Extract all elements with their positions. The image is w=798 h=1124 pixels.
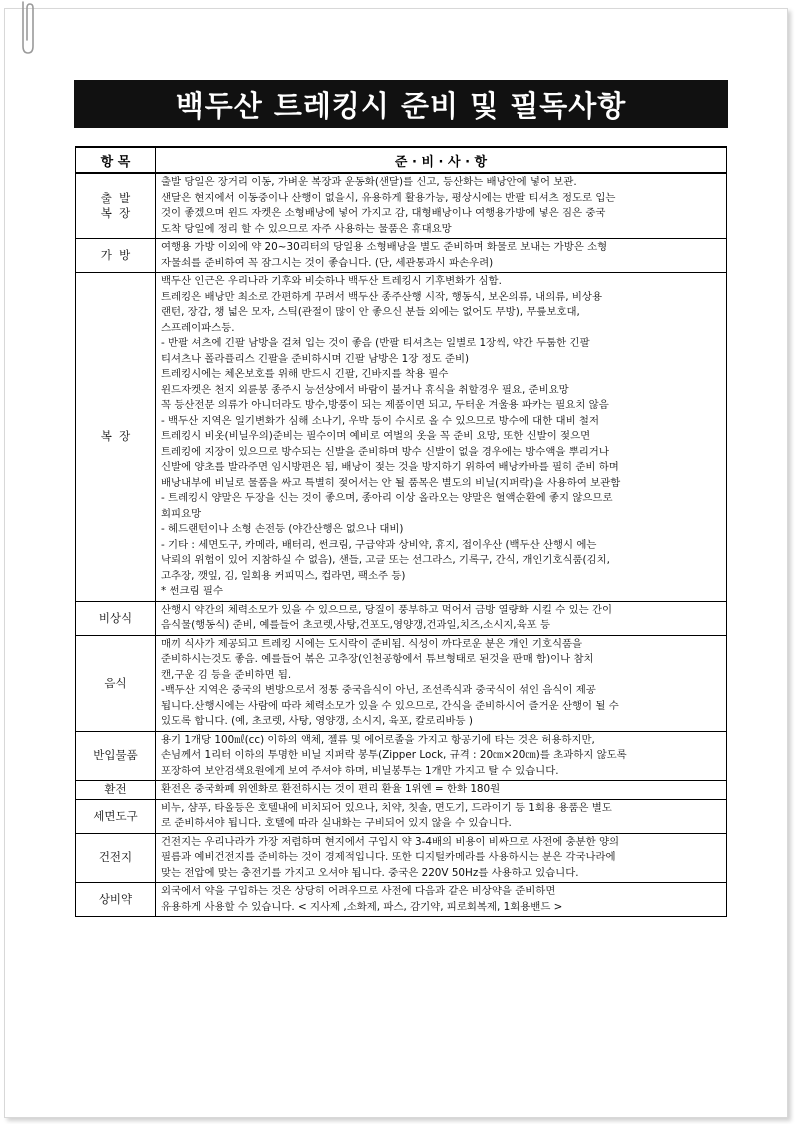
table-row <box>76 635 727 731</box>
row-label-line: 복 장 <box>100 429 131 444</box>
content-line: - 기타 : 세면도구, 카메라, 배터리, 썬크림, 구급약과 상비약, 휴지, 접이우산 (백두산 산행시 에는 <box>161 538 597 551</box>
content-line: 맞는 전압에 맞는 충전기를 가지고 오셔야 됩니다. 중국은 220V 50Hz를 사용하고 있습니다. <box>161 866 579 879</box>
row-label <box>76 239 156 273</box>
content-line: 꼭 등산전문 의류가 아니더라도 방수,방풍이 되는 제품이면 되고, 두터운 겨울용 파카는 필요치 않음 <box>161 399 609 411</box>
row-label <box>76 601 156 635</box>
content-line: 손님께서 1리터 이하의 투명한 비닐 지퍼락 봉투(Zipper Lock, 규격 : 20㎝×20㎝)를 초과하지 않도록 <box>161 749 627 761</box>
row-label-line: 건전지 <box>98 850 133 865</box>
content-line: 준비하시는것도 좋음. 예를들어 볶은 고추장(인천공항에서 튜브형태로 된것을 판매 함)이나 참치 <box>161 653 594 665</box>
table-row <box>76 273 727 602</box>
content-line: 트레킹시에는 체온보호를 위해 반드시 긴팔, 긴바지를 착용 필수 <box>161 368 449 380</box>
row-label <box>76 273 156 602</box>
row-content <box>156 799 727 833</box>
content-line: 고추장, 깻잎, 김, 일회용 커피믹스, 컵라면, 팩소주 등) <box>161 569 406 582</box>
row-label-line: 환전 <box>104 782 127 797</box>
content-line: 샌달은 현지에서 이동중이나 산행이 없을시, 유용하게 활용가능, 평상시에는 반팔 티셔츠 정도로 입는 <box>161 191 616 204</box>
row-label-line: 가 방 <box>100 248 131 262</box>
content-line: 회피요망 <box>161 507 202 520</box>
content-line: 있도록 합니다. (예, 초코렛, 사탕, 영양갱, 소시지, 육포, 칼로리바등 ) <box>161 715 473 727</box>
content-line: 건전지는 우리나라가 가장 저렴하며 현지에서 구입시 약 3-4배의 비용이 비싸므로 사전에 충분한 양의 <box>161 835 620 848</box>
row-label-line: 출 발 <box>100 191 131 205</box>
row-label <box>76 781 156 800</box>
content-line: * 썬크림 필수 <box>161 585 223 597</box>
table-row <box>76 833 727 883</box>
table-row <box>76 173 727 239</box>
content-line: 산행시 약간의 체력소모가 있을 수 있으므로, 당질이 풍부하고 먹어서 금방 열량화 시킬 수 있는 간이 <box>161 603 613 616</box>
content-line: 스프레이파스등. <box>161 321 235 334</box>
content-line: 랜턴, 장갑, 챙 넓은 모자, 스틱(관절이 많이 안 좋으신 분들 외에는 없어도 무방), 무릎보호대, <box>161 306 580 318</box>
table-row <box>76 731 727 781</box>
row-content <box>156 239 727 273</box>
header-item: 항 목 <box>76 147 156 173</box>
content-line: 외국에서 약을 구입하는 것은 상당히 어려우므로 사전에 다음과 같은 비상약을 준비하면 <box>161 885 556 897</box>
preparation-table <box>75 146 727 917</box>
content-line: 포장하여 보안검색요원에게 보여 주셔야 하며, 비닐봉투는 1개만 가지고 탈 수 있습니다. <box>161 764 559 777</box>
content-line: 트레킹시 비옷(비닐우의)준비는 필수이며 예비로 여벌의 옷을 꼭 준비 요망, 또한 신발이 젖으면 <box>161 430 591 442</box>
content-line: 트레킹에 지장이 있으므로 방수되는 신발을 준비하며 방수 신발이 없을 경우에는 방수액을 뿌리거나 <box>161 445 609 458</box>
content-line: 트레킹은 배낭만 최소로 간편하게 꾸려서 백두산 종주산행 시작, 행동식, 보온의류, 내의류, 비상용 <box>161 290 602 303</box>
table-row <box>76 883 727 917</box>
row-label <box>76 173 156 239</box>
content-line: 윈드자켓은 천지 외륜봉 종주시 능선상에서 바람이 불거나 휴식을 취할경우 필요, 준비요망 <box>161 383 569 396</box>
paper-clip-icon <box>16 0 38 56</box>
row-content <box>156 273 727 602</box>
table-header-row <box>76 147 727 173</box>
content-line: 낙뢰의 위험이 있어 지참하실 수 없음), 샌들, 고글 또는 선그라스, 기록구, 간식, 개인기호식품(김치, <box>161 554 610 566</box>
content-line: 로 준비하셔야 됩니다. 호텔에 따라 실내화는 구비되어 있지 않을 수 있습니다. <box>161 817 512 829</box>
page-title: 백두산 트레킹시 준비 및 필독사항 <box>74 80 728 128</box>
table-row <box>76 781 727 800</box>
content-line: 티셔츠나 폴라플리스 긴팔을 준비하시며 긴팔 남방은 1장 정도 준비) <box>161 352 470 365</box>
row-content <box>156 601 727 635</box>
content-line: 여행용 가방 이외에 약 20~30리터의 당일용 소형배낭을 별도 준비하며 화물로 보내는 가방은 소형 <box>161 241 608 253</box>
table-row <box>76 239 727 273</box>
row-content <box>156 833 727 883</box>
content-line: - 백두산 지역은 일기변화가 심해 소나기, 우박 등이 수시로 올 수 있으므로 방수에 대한 대비 철저 <box>161 414 600 427</box>
header-preparation: 준 · 비 · 사 · 항 <box>156 147 727 173</box>
content-line: 배낭내부에 비닐로 물품을 싸고 특별히 젖어서는 안 될 품목은 별도의 비닐(지퍼락)을 사용하여 보관함 <box>161 476 621 489</box>
table-row <box>76 799 727 833</box>
row-content <box>156 635 727 731</box>
content-line: 매끼 식사가 제공되고 트레킹 시에는 도시락이 준비됨. 식성이 까다로운 분은 개인 기호식품을 <box>161 637 583 650</box>
content-line: 도착 당일에 정리 할 수 있으므로 자주 사용하는 물품은 휴대요망 <box>161 222 452 235</box>
row-label-line: 비상식 <box>98 610 133 625</box>
content-line: 비누, 샴푸, 타올등은 호텔내에 비치되어 있으나, 치약, 칫솔, 면도기, 드라이기 등 1회용 용품은 별도 <box>161 801 612 814</box>
row-label-line: 복 장 <box>100 206 131 220</box>
row-label <box>76 883 156 917</box>
content-line: 용기 1개당 100㎖(cc) 이하의 액체, 젤류 및 에어로졸을 가지고 항공기에 타는 것은 허용하지만, <box>161 733 595 746</box>
row-content <box>156 781 727 800</box>
content-line: 됩니다.산행시에는 사람에 따라 체력소모가 있을 수 있으므로, 간식을 준비하시어 즐거운 산행이 될 수 <box>161 699 619 712</box>
row-content <box>156 173 727 239</box>
row-content <box>156 731 727 781</box>
content-line: 유용하게 사용할 수 있습니다. < 지사제 ,소화제, 파스, 감기약, 피로회복제, 1회용밴드 > <box>161 900 563 913</box>
content-line: 것이 좋겠으며 윈드 자켓은 소형배낭에 넣어 가지고 감, 대형배낭이나 여행용가방에 넣은 짐은 중국 <box>161 207 606 219</box>
table-body <box>76 173 727 917</box>
content-line: -백두산 지역은 중국의 변방으로서 정통 중국음식이 아닌, 조선족식과 중국식이 섞인 음식이 제공 <box>161 684 596 696</box>
content-line: 필름과 예비건전지를 준비하는 것이 경제적입니다. 또한 디지털카메라를 사용하시는 분은 각국나라에 <box>161 851 616 863</box>
content-line: 캔,구운 김 등을 준비하면 됨. <box>161 668 292 681</box>
content-line: 백두산 인근은 우리나라 기후와 비슷하나 백두산 트레킹시 기후변화가 심함. <box>161 275 502 287</box>
content-line: 신발에 양초를 발라주면 임시방편은 됨, 배낭이 젖는 것을 방지하기 위하여 배낭카바를 필히 준비 하며 <box>161 461 619 473</box>
row-label <box>76 799 156 833</box>
table-row <box>76 601 727 635</box>
content-line: 출발 당일은 장거리 이동, 가벼운 복장과 운동화(샌달)를 신고, 등산화는 배낭안에 넣어 보관. <box>161 176 577 188</box>
content-line: - 반팔 셔츠에 긴팔 남방을 걸쳐 입는 것이 좋음 (반팔 티셔츠는 일별로 1장씩, 약간 두툼한 긴팔 <box>161 337 590 349</box>
content-line: 자물쇠를 준비하여 꼭 잠그시는 것이 좋습니다. (단, 세관통과시 파손우려) <box>161 256 494 269</box>
content-line: 음식물(행동식) 준비, 예를들어 초코렛,사탕,건포도,영양갱,건과일,치즈,소시지,육포 등 <box>161 619 551 631</box>
row-label-line: 반입물품 <box>93 748 138 763</box>
row-label <box>76 635 156 731</box>
row-label-line: 음식 <box>104 675 127 690</box>
content-line: - 헤드랜턴이나 소형 손전등 (야간산행은 없으나 대비) <box>161 523 404 535</box>
row-label-line: 세면도구 <box>93 808 138 823</box>
row-content <box>156 883 727 917</box>
content-line: 환전은 중국화폐 위엔화로 환전하시는 것이 편리 환율 1위엔 = 한화 180원 <box>161 783 501 795</box>
row-label <box>76 833 156 883</box>
row-label <box>76 731 156 781</box>
content-line: - 트레킹시 양말은 두장을 신는 것이 좋으며, 종아리 이상 올라오는 양말은 혈액순환에 좋지 않으므로 <box>161 492 613 504</box>
row-label-line: 상비약 <box>98 892 133 906</box>
